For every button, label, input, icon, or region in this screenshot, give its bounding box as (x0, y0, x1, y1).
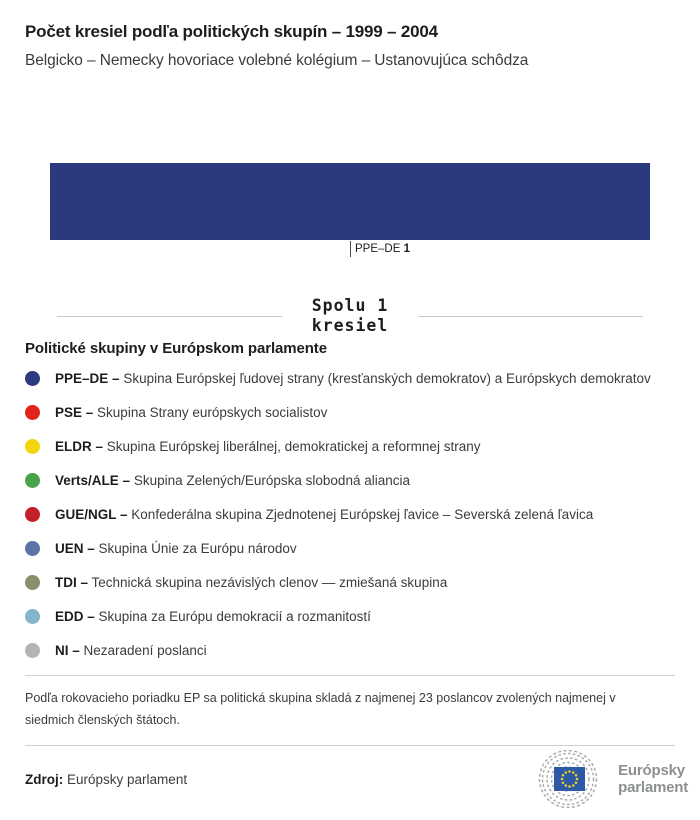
bar-segment-value: 1 (403, 243, 410, 255)
page-title: Počet kresiel podľa politických skupín – 1999 – 2004 (25, 22, 438, 41)
legend-item-verts-ale (25, 471, 675, 490)
total-seats-line1: Spolu 1 (311, 296, 389, 315)
legend-color-dot-pse (25, 405, 40, 420)
bar-segment-label (355, 243, 410, 255)
legend-color-dot-tdi (25, 575, 40, 590)
legend-color-dot-eldr (25, 439, 40, 454)
bar-tick-mark (350, 241, 351, 257)
legend-heading: Politické skupiny v Európskom parlamente (25, 340, 327, 358)
ep-logo-wordmark (618, 762, 688, 797)
ep-hemicycle-icon (528, 750, 610, 808)
legend-color-dot-ppe-de (25, 371, 40, 386)
legend-item-uen (25, 539, 675, 558)
footer (0, 746, 700, 808)
legend-item-gue-ngl (25, 505, 675, 524)
total-rule-left (57, 316, 282, 317)
source-label: Zdroj: (25, 771, 64, 787)
legend-item-text: TDI – Technická skupina nezávislých clenov — zmiešaná skupina (55, 574, 448, 590)
legend-color-dot-ni (25, 643, 40, 658)
bar-axis (50, 240, 650, 258)
eu-flag-icon (554, 767, 585, 791)
legend-color-dot-edd (25, 609, 40, 624)
legend-item-tdi (25, 573, 675, 592)
legend-item-text: PPE–DE – Skupina Európskej ľudovej strany (kresťanských demokratov) a Európskych demokratov (55, 370, 651, 386)
bar-tick-group (350, 241, 410, 257)
legend-item-text: NI – Nezaradení poslanci (55, 642, 207, 658)
legend-item-text: ELDR – Skupina Európskej liberálnej, demokratickej a reformnej strany (55, 438, 481, 454)
footnote: Podľa rokovacieho poriadku EP sa politická skupina skladá z najmenej 23 poslancov zvolených najmenej v siedmich členských štátoch. (25, 691, 616, 728)
total-seats-label (312, 296, 389, 336)
stacked-bar (50, 163, 650, 240)
legend-item-text: EDD – Skupina za Európu demokracií a rozmanitostí (55, 608, 371, 624)
total-seats-row (57, 296, 643, 336)
ep-logo-word2: parlament (618, 779, 688, 796)
page-subtitle: Belgicko – Nemecky hovoriace volebné kolégium – Ustanovujúca schôdza (25, 52, 529, 69)
legend (0, 340, 700, 660)
legend-item-text: PSE – Skupina Strany európskych socialistov (55, 404, 328, 420)
legend-item-pse (25, 403, 675, 422)
legend-item-ppe-de (25, 369, 675, 388)
legend-item-text: Verts/ALE – Skupina Zelených/Európska slobodná aliancia (55, 472, 410, 488)
legend-item-text: GUE/NGL – Konfederálna skupina Zjednotenej Európskej ľavice – Severská zelená ľavica (55, 506, 594, 522)
legend-color-dot-uen (25, 541, 40, 556)
header (0, 0, 700, 70)
european-parliament-logo (528, 750, 688, 808)
total-seats-line2: kresiel (311, 316, 389, 336)
legend-color-dot-gue-ngl (25, 507, 40, 522)
bar-segment-name: PPE–DE (355, 243, 401, 255)
seats-bar-chart (0, 163, 700, 336)
total-rule-right (418, 316, 643, 317)
ep-logo-word1: Európsky (618, 761, 685, 779)
legend-item-edd (25, 607, 675, 626)
legend-color-dot-verts-ale (25, 473, 40, 488)
legend-item-ni (25, 641, 675, 660)
bar-segment-ppe-de (50, 163, 650, 240)
divider-above-note (25, 675, 675, 676)
source-line (25, 772, 187, 787)
legend-item-eldr (25, 437, 675, 456)
source-value: Európsky parlament (67, 771, 188, 787)
legend-item-text: UEN – Skupina Únie za Európu národov (55, 540, 297, 556)
